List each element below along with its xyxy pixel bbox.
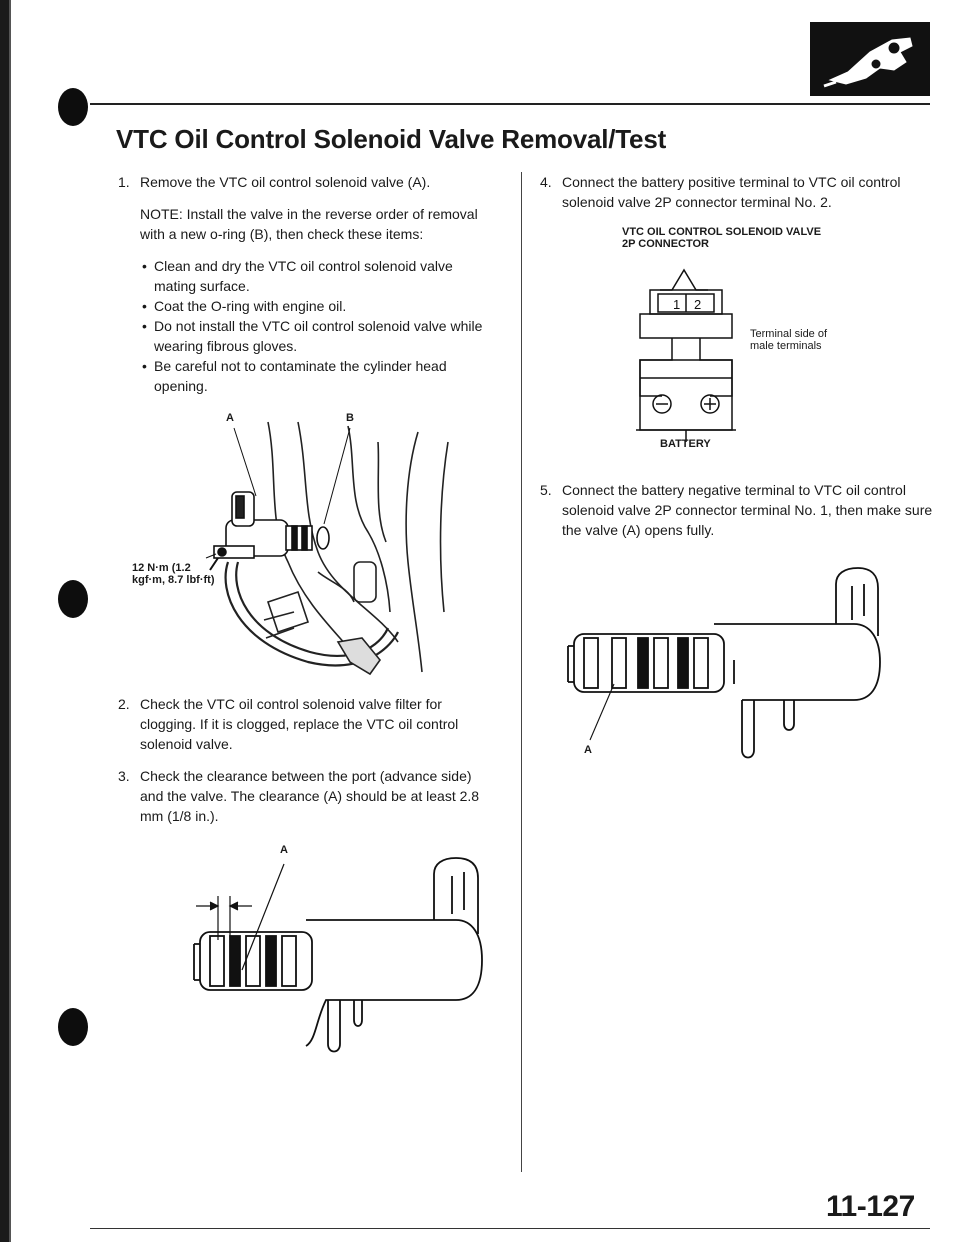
- battery-label: BATTERY: [660, 438, 711, 450]
- step-text: Connect the battery positive terminal to VTC oil control solenoid valve 2P connector terminal No. 2.: [562, 174, 901, 210]
- footer-rule: [90, 1228, 930, 1229]
- step-2: [118, 694, 498, 754]
- punch-hole: [58, 1008, 88, 1046]
- punch-hole: [58, 580, 88, 618]
- list-item: • Clean and dry the VTC oil control solenoid valve mating surface.: [140, 256, 498, 296]
- step-text: Remove the VTC oil control solenoid valve (A).: [140, 174, 431, 190]
- step-5: [540, 480, 940, 540]
- callout-label: A: [226, 412, 234, 424]
- valve-removal-drawing: [118, 412, 478, 682]
- step-3: [118, 766, 498, 826]
- install-note: NOTE: Install the valve in the reverse order of removal with a new o-ring (B), then check these items:: [140, 206, 478, 242]
- binding-edge: [0, 0, 14, 1242]
- step-number: 5.: [540, 482, 552, 498]
- connector-diagram: [540, 260, 940, 450]
- pin-1-label: 1: [673, 297, 681, 312]
- step-number: 3.: [118, 768, 130, 784]
- pin-2-label: 2: [694, 297, 702, 312]
- page-number: 11-127: [826, 1190, 915, 1223]
- callout-label: B: [346, 412, 354, 424]
- left-column: [118, 172, 498, 1060]
- punch-hole: [58, 88, 88, 126]
- list-item: • Be careful not to contaminate the cylinder head opening.: [140, 356, 498, 396]
- step-text: Check the clearance between the port (advance side) and the valve. The clearance (A) should be at least 2.8 mm (1/8 in.).: [140, 768, 480, 824]
- valve-open-drawing: [554, 564, 914, 764]
- clearance-figure: [166, 844, 498, 1060]
- list-item: • Coat the O-ring with engine oil.: [140, 296, 498, 316]
- step-number: 2.: [118, 696, 130, 712]
- right-column: [540, 172, 940, 764]
- step-4: [540, 172, 940, 212]
- install-checklist: [140, 256, 498, 396]
- list-item: • Do not install the VTC oil control solenoid valve while wearing fibrous gloves.: [140, 316, 498, 356]
- step-text: Check the VTC oil control solenoid valve filter for clogging. If it is clogged, replace the VTC oil control solenoid valve.: [140, 696, 459, 752]
- valve-clearance-drawing: [166, 850, 496, 1060]
- terminal-side-note: Terminal side of male terminals: [750, 328, 828, 352]
- column-divider: [521, 172, 522, 1172]
- connector-title: VTC OIL CONTROL SOLENOID VALVE 2P CONNECTOR: [622, 226, 822, 250]
- valve-open-figure: [554, 564, 940, 764]
- header-rule: [90, 103, 930, 105]
- torque-spec: 12 N·m (1.2 kgf·m, 8.7 lbf·ft): [132, 562, 215, 586]
- connector-figure: [540, 260, 940, 450]
- step-text: Connect the battery negative terminal to VTC oil control solenoid valve 2P connector terminal No. 1, then make sure the valve (A) opens fully.: [562, 482, 933, 538]
- step-number: 1.: [118, 174, 130, 190]
- step-number: 4.: [540, 174, 552, 190]
- page-title: VTC Oil Control Solenoid Valve Removal/Test: [116, 124, 667, 154]
- valve-removal-figure: [118, 412, 498, 682]
- engine-logo-icon: [810, 22, 930, 96]
- callout-label: A: [280, 844, 288, 856]
- callout-label: A: [584, 744, 592, 756]
- step-1: [118, 172, 498, 192]
